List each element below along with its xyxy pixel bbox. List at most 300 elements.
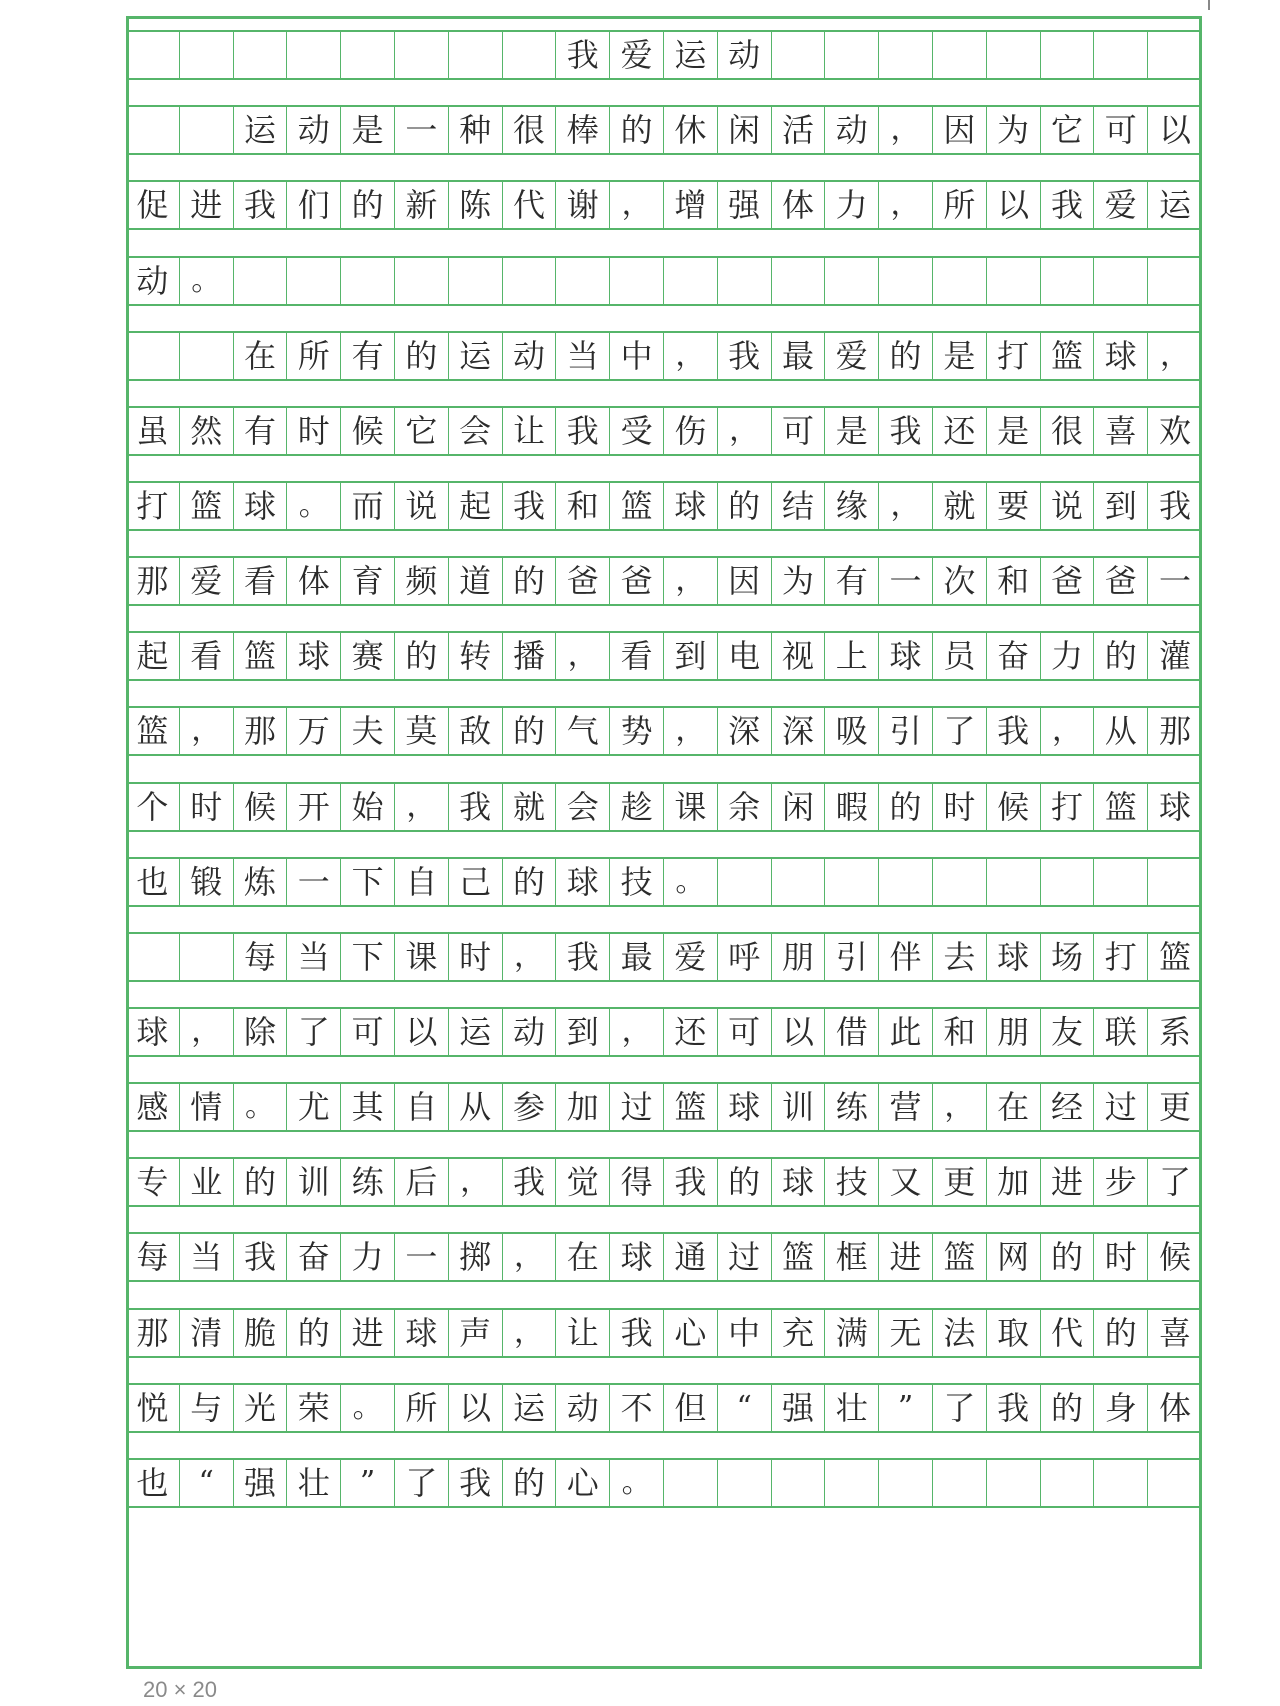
grid-cell: 伴 — [879, 934, 933, 980]
grid-cell: 让 — [503, 408, 557, 454]
grid-cell: 己 — [449, 859, 503, 905]
grid-cell: 增 — [664, 182, 718, 228]
grid-cell: 篮 — [1094, 784, 1148, 830]
grid-cell: ， — [1041, 708, 1095, 754]
grid-cell — [987, 1460, 1041, 1506]
grid-cell: 网 — [987, 1234, 1041, 1280]
grid-cell: 和 — [556, 483, 610, 529]
grid-cell: 法 — [933, 1310, 987, 1356]
grid-cell: 爸 — [556, 558, 610, 604]
grid-cell — [879, 859, 933, 905]
grid-cell: 脆 — [234, 1310, 288, 1356]
grid-cell — [1148, 859, 1202, 905]
grid-cell: 转 — [449, 633, 503, 679]
grid-cell: 感 — [126, 1084, 180, 1130]
grid-cell: 趁 — [610, 784, 664, 830]
grid-cell — [556, 258, 610, 304]
grid-cell — [772, 859, 826, 905]
grid-cell: 活 — [772, 107, 826, 153]
grid-cell — [126, 32, 180, 78]
grid-cell: 还 — [933, 408, 987, 454]
grid-cell: 万 — [287, 708, 341, 754]
text-row — [126, 932, 1202, 982]
grid-cell — [718, 859, 772, 905]
grid-cell: 更 — [933, 1159, 987, 1205]
grid-cell: 我 — [1041, 182, 1095, 228]
text-row — [126, 1157, 1202, 1207]
grid-cell: 起 — [126, 633, 180, 679]
grid-cell: 运 — [1159, 186, 1192, 225]
grid-cell: ， — [556, 633, 610, 679]
grid-cell: 灌 — [1159, 637, 1192, 676]
grid-cell: 球 — [556, 859, 610, 905]
grid-cell — [1094, 1460, 1148, 1506]
grid-cell: 强 — [718, 182, 772, 228]
grid-cell: 除 — [234, 1009, 288, 1055]
grid-cell: 所 — [287, 333, 341, 379]
grid-cell — [503, 258, 557, 304]
grid-cell: 后 — [395, 1159, 449, 1205]
grid-cell: 爸 — [610, 558, 664, 604]
grid-cell: 在 — [987, 1084, 1041, 1130]
grid-cell: 爱 — [825, 333, 879, 379]
grid-cell: ， — [664, 558, 718, 604]
grid-cell: 爸 — [1041, 558, 1095, 604]
grid-cell: 和 — [933, 1009, 987, 1055]
grid-cell — [1094, 859, 1148, 905]
grid-cell: 以 — [395, 1009, 449, 1055]
grid-cell: ， — [180, 708, 234, 754]
grid-cell: 还 — [664, 1009, 718, 1055]
grid-cell: 时 — [933, 784, 987, 830]
grid-cell: 的 — [503, 859, 557, 905]
grid-cell: 过 — [1094, 1084, 1148, 1130]
grid-cell: 加 — [987, 1159, 1041, 1205]
grid-cell — [287, 258, 341, 304]
grid-cell: ， — [610, 182, 664, 228]
grid-cell — [825, 32, 879, 78]
grid-cell — [718, 258, 772, 304]
grid-cell: 我 — [556, 934, 610, 980]
grid-cell: 觉 — [556, 1159, 610, 1205]
grid-cell: 看 — [234, 558, 288, 604]
grid-cell: “ — [718, 1385, 772, 1431]
grid-cell: 有 — [825, 558, 879, 604]
grid-cell: 频 — [395, 558, 449, 604]
grid-cell: 球 — [772, 1159, 826, 1205]
grid-cell: 余 — [718, 784, 772, 830]
grid-cell: 一 — [287, 859, 341, 905]
grid-cell: 一 — [879, 558, 933, 604]
grid-cell: 爱 — [610, 32, 664, 78]
grid-cell: ， — [503, 1310, 557, 1356]
grid-cell: ， — [449, 1159, 503, 1205]
grid-cell: “ — [180, 1460, 234, 1506]
grid-cell: 个 — [126, 784, 180, 830]
grid-cell: 就 — [933, 483, 987, 529]
grid-cell: 技 — [825, 1159, 879, 1205]
grid-cell: 的 — [879, 333, 933, 379]
grid-cell: 到 — [1094, 483, 1148, 529]
grid-cell: 最 — [772, 333, 826, 379]
grid-cell: 可 — [1094, 107, 1148, 153]
grid-cell: 促 — [126, 182, 180, 228]
grid-cell: 时 — [449, 934, 503, 980]
page-edge-mark — [1208, 0, 1210, 10]
grid-cell: 去 — [933, 934, 987, 980]
grid-cell — [1041, 859, 1095, 905]
grid-cell: 荣 — [287, 1385, 341, 1431]
grid-cell: 运 — [234, 107, 288, 153]
grid-cell: 受 — [610, 408, 664, 454]
grid-cell: 其 — [341, 1084, 395, 1130]
grid-cell: 从 — [1094, 708, 1148, 754]
grid-cell: 此 — [879, 1009, 933, 1055]
grid-cell: 奋 — [287, 1234, 341, 1280]
grid-cell: 所 — [933, 182, 987, 228]
grid-cell — [503, 32, 557, 78]
grid-cell: 次 — [933, 558, 987, 604]
grid-cell: 爱 — [180, 558, 234, 604]
grid-cell: 篮 — [772, 1234, 826, 1280]
grid-cell: 我 — [503, 483, 557, 529]
grid-cell: 看 — [180, 633, 234, 679]
grid-cell: 篮 — [234, 633, 288, 679]
grid-cell: 气 — [556, 708, 610, 754]
grid-cell: 是 — [933, 333, 987, 379]
grid-cell: 时 — [180, 784, 234, 830]
grid-cell: 篮 — [610, 483, 664, 529]
grid-cell: 运 — [449, 1009, 503, 1055]
grid-cell: 。 — [180, 258, 234, 304]
grid-cell: 时 — [287, 408, 341, 454]
grid-cell: 我 — [503, 1159, 557, 1205]
grid-cell: 清 — [180, 1310, 234, 1356]
grid-cell — [341, 32, 395, 78]
grid-cell: 候 — [1159, 1238, 1192, 1277]
grid-cell: 运 — [503, 1385, 557, 1431]
grid-cell — [933, 859, 987, 905]
grid-cell: 强 — [234, 1460, 288, 1506]
grid-cell: 又 — [879, 1159, 933, 1205]
grid-cell: 练 — [825, 1084, 879, 1130]
grid-cell: 自 — [395, 859, 449, 905]
grid-cell: 的 — [879, 784, 933, 830]
grid-cell: 因 — [718, 558, 772, 604]
grid-cell: 加 — [556, 1084, 610, 1130]
grid-cell: 专 — [126, 1159, 180, 1205]
grid-cell: ， — [664, 333, 718, 379]
grid-cell: 经 — [1041, 1084, 1095, 1130]
grid-cell: ， — [879, 483, 933, 529]
grid-cell: 可 — [718, 1009, 772, 1055]
grid-cell: 以 — [987, 182, 1041, 228]
grid-cell — [825, 859, 879, 905]
grid-cell: 篮 — [126, 708, 180, 754]
grid-cell: 开 — [287, 784, 341, 830]
grid-cell: 声 — [449, 1310, 503, 1356]
grid-cell: 们 — [287, 182, 341, 228]
grid-cell: 种 — [449, 107, 503, 153]
grid-cell: 深 — [718, 708, 772, 754]
grid-cell: 的 — [503, 1460, 557, 1506]
grid-cell: 球 — [879, 633, 933, 679]
grid-cell: 打 — [1041, 784, 1095, 830]
grid-cell: 可 — [772, 408, 826, 454]
grid-cell: 动 — [825, 107, 879, 153]
grid-cell — [772, 32, 826, 78]
grid-cell: 喜 — [1159, 1313, 1192, 1352]
grid-cell: 力 — [825, 182, 879, 228]
grid-cell: ， — [879, 107, 933, 153]
grid-cell: 练 — [341, 1159, 395, 1205]
grid-cell: 爱 — [664, 934, 718, 980]
grid-cell: 体 — [772, 182, 826, 228]
grid-cell — [287, 32, 341, 78]
grid-cell: 掷 — [449, 1234, 503, 1280]
grid-cell: 播 — [503, 633, 557, 679]
grid-cell: 深 — [772, 708, 826, 754]
grid-cell: 友 — [1041, 1009, 1095, 1055]
grid-cell: 电 — [718, 633, 772, 679]
grid-cell: 陈 — [449, 182, 503, 228]
grid-cell: 要 — [987, 483, 1041, 529]
grid-cell: 中 — [718, 1310, 772, 1356]
grid-cell: 当 — [556, 333, 610, 379]
grid-cell: 朋 — [987, 1009, 1041, 1055]
grid-cell: 动 — [556, 1385, 610, 1431]
text-row — [126, 481, 1202, 531]
grid-cell: 的 — [503, 558, 557, 604]
grid-cell: 那 — [1159, 712, 1192, 751]
grid-cell: 然 — [180, 408, 234, 454]
grid-cell: 员 — [933, 633, 987, 679]
grid-cell: ， — [664, 708, 718, 754]
grid-cell: 锻 — [180, 859, 234, 905]
grid-cell: 吸 — [825, 708, 879, 754]
grid-cell: ” — [341, 1460, 395, 1506]
grid-cell: 以 — [449, 1385, 503, 1431]
grid-cell: 了 — [1159, 1163, 1192, 1202]
grid-cell: 篮 — [933, 1234, 987, 1280]
grid-cell: 。 — [287, 483, 341, 529]
grid-cell: 和 — [987, 558, 1041, 604]
grid-cell: 休 — [664, 107, 718, 153]
grid-cell: 看 — [610, 633, 664, 679]
grid-cell: 进 — [341, 1310, 395, 1356]
grid-cell: 自 — [395, 1084, 449, 1130]
grid-cell: 球 — [126, 1009, 180, 1055]
grid-cell: 道 — [449, 558, 503, 604]
grid-cell: 代 — [1041, 1310, 1095, 1356]
grid-cell: 力 — [341, 1234, 395, 1280]
grid-cell: 那 — [126, 1310, 180, 1356]
grid-cell: 运 — [664, 32, 718, 78]
grid-cell — [987, 258, 1041, 304]
grid-cell: 的 — [234, 1159, 288, 1205]
grid-cell: 进 — [180, 182, 234, 228]
grid-cell: 打 — [1094, 934, 1148, 980]
grid-cell: 引 — [879, 708, 933, 754]
grid-cell: 过 — [718, 1234, 772, 1280]
grid-cell: 了 — [933, 1385, 987, 1431]
grid-cell: 进 — [1041, 1159, 1095, 1205]
grid-cell: 我 — [234, 1234, 288, 1280]
grid-cell: 爱 — [1094, 182, 1148, 228]
grid-cell: 。 — [610, 1460, 664, 1506]
grid-cell: 奋 — [987, 633, 1041, 679]
grid-cell — [610, 258, 664, 304]
grid-cell: 动 — [503, 1009, 557, 1055]
grid-cell: 夫 — [341, 708, 395, 754]
grid-cell: 棒 — [556, 107, 610, 153]
grid-cell — [126, 333, 180, 379]
grid-cell — [879, 258, 933, 304]
grid-cell: 壮 — [825, 1385, 879, 1431]
grid-cell: 的 — [1094, 633, 1148, 679]
grid-cell: 候 — [987, 784, 1041, 830]
grid-cell: ” — [879, 1385, 933, 1431]
grid-cell — [449, 32, 503, 78]
grid-cell: 中 — [610, 333, 664, 379]
grid-cell — [126, 934, 180, 980]
grid-cell — [449, 258, 503, 304]
grid-cell: 也 — [126, 1460, 180, 1506]
grid-cell — [1094, 258, 1148, 304]
grid-cell: 篮 — [1041, 333, 1095, 379]
grid-cell: 是 — [825, 408, 879, 454]
grid-cell: 我 — [718, 333, 772, 379]
grid-cell: 的 — [341, 182, 395, 228]
grid-cell: ， — [933, 1084, 987, 1130]
grid-cell: 充 — [772, 1310, 826, 1356]
grid-cell — [180, 333, 234, 379]
text-row — [126, 105, 1202, 155]
grid-cell: 力 — [1041, 633, 1095, 679]
text-row — [126, 706, 1202, 756]
grid-cell: 起 — [449, 483, 503, 529]
grid-cell: 尤 — [287, 1084, 341, 1130]
grid-cell: 我 — [987, 708, 1041, 754]
grid-cell — [772, 258, 826, 304]
grid-cell: ， — [610, 1009, 664, 1055]
grid-cell: 赛 — [341, 633, 395, 679]
grid-cell: 育 — [341, 558, 395, 604]
grid-cell: 训 — [772, 1084, 826, 1130]
grid-cell: 以 — [772, 1009, 826, 1055]
grid-cell: 。 — [664, 859, 718, 905]
grid-cell: 时 — [1094, 1234, 1148, 1280]
grid-cell: 视 — [772, 633, 826, 679]
text-row — [126, 857, 1202, 907]
text-row — [126, 1082, 1202, 1132]
grid-cell: 篮 — [180, 483, 234, 529]
grid-cell: 敌 — [449, 708, 503, 754]
grid-cell: 了 — [933, 708, 987, 754]
grid-cell — [879, 1460, 933, 1506]
grid-cell: 我 — [556, 408, 610, 454]
grid-cell: 势 — [610, 708, 664, 754]
grid-cell: 营 — [879, 1084, 933, 1130]
grid-cell: 朋 — [772, 934, 826, 980]
grid-cell: 当 — [287, 934, 341, 980]
grid-cell — [1041, 258, 1095, 304]
grid-cell: 很 — [503, 107, 557, 153]
grid-cell: 球 — [718, 1084, 772, 1130]
grid-cell: 那 — [234, 708, 288, 754]
grid-cell: 强 — [772, 1385, 826, 1431]
grid-cell: 训 — [287, 1159, 341, 1205]
grid-cell: 运 — [449, 333, 503, 379]
grid-cell: ， — [879, 182, 933, 228]
grid-cell: 可 — [341, 1009, 395, 1055]
grid-cell: 篮 — [664, 1084, 718, 1130]
grid-cell: 打 — [126, 483, 180, 529]
grid-cell: 它 — [395, 408, 449, 454]
grid-cell: 有 — [234, 408, 288, 454]
grid-cell: 我 — [1159, 486, 1192, 525]
grid-cell: 谢 — [556, 182, 610, 228]
grid-cell: 球 — [664, 483, 718, 529]
grid-cell: 闲 — [718, 107, 772, 153]
grid-cell: 始 — [341, 784, 395, 830]
grid-cell: 打 — [987, 333, 1041, 379]
grid-cell — [395, 32, 449, 78]
grid-cell: 球 — [395, 1310, 449, 1356]
grid-cell: 有 — [341, 333, 395, 379]
grid-cell: 候 — [341, 408, 395, 454]
grid-cell: 也 — [126, 859, 180, 905]
grid-cell: 我 — [987, 1385, 1041, 1431]
grid-cell — [234, 258, 288, 304]
grid-cell: 说 — [1041, 483, 1095, 529]
grid-cell: 。 — [341, 1385, 395, 1431]
grid-cell — [825, 258, 879, 304]
grid-cell — [1148, 258, 1202, 304]
grid-cell — [341, 258, 395, 304]
text-row — [126, 556, 1202, 606]
grid-cell: 到 — [664, 633, 718, 679]
grid-cell: 很 — [1041, 408, 1095, 454]
grid-cell: 篮 — [1159, 937, 1192, 976]
grid-cell: 的 — [395, 333, 449, 379]
grid-cell: 我 — [879, 408, 933, 454]
text-row — [126, 1232, 1202, 1282]
grid-cell: 心 — [556, 1460, 610, 1506]
grid-cell: 伤 — [664, 408, 718, 454]
grid-cell: 球 — [287, 633, 341, 679]
grid-cell: 的 — [395, 633, 449, 679]
grid-cell: 。 — [234, 1084, 288, 1130]
grid-cell: 我 — [664, 1159, 718, 1205]
grid-cell: 我 — [556, 32, 610, 78]
grid-size-label: 20 × 20 — [143, 1677, 218, 1702]
grid-cell: 壮 — [287, 1460, 341, 1506]
grid-cell — [933, 32, 987, 78]
grid-cell: 了 — [395, 1460, 449, 1506]
text-row — [126, 1458, 1202, 1508]
grid-cell — [1041, 32, 1095, 78]
grid-cell — [933, 258, 987, 304]
grid-cell: 的 — [718, 483, 772, 529]
grid-cell — [180, 107, 234, 153]
grid-cell: 上 — [825, 633, 879, 679]
grid-cell: 缘 — [825, 483, 879, 529]
title-row — [126, 30, 1202, 80]
grid-cell: 我 — [449, 784, 503, 830]
grid-cell: 那 — [126, 558, 180, 604]
grid-cell: 的 — [1041, 1234, 1095, 1280]
